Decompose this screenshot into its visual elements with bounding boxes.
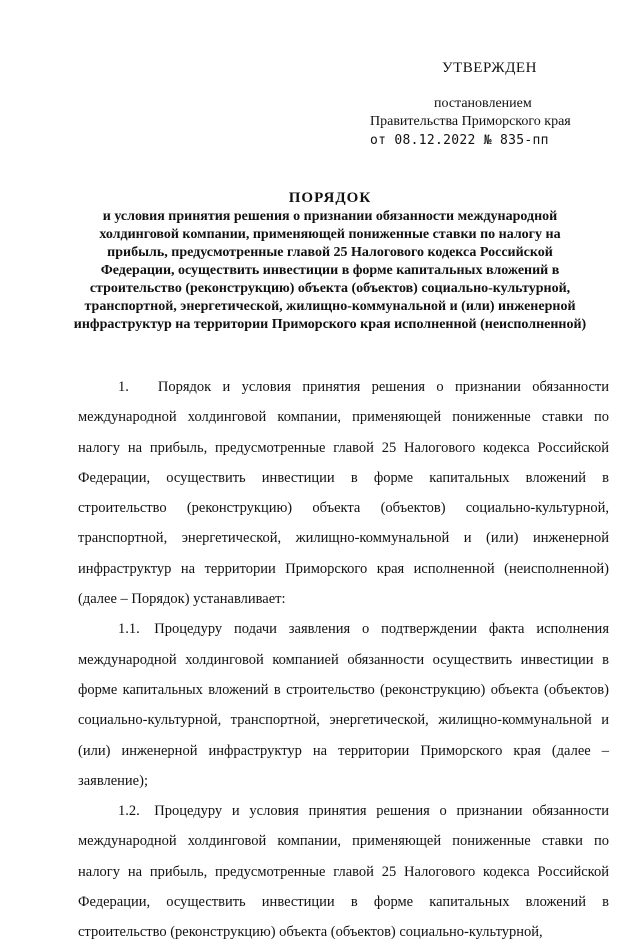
approved-heading: УТВЕРЖДЕН	[442, 60, 537, 76]
paragraph-1-1: 1.1. Процедуру подачи заявления о подтверждении факта исполнения международной холдинговой компанией обязанности осуществить инвестиции в форме капитальных вложений в строительство (реконструкцию) объекта (объектов) социально-культурной, транспортной, энергетической, жилищно-коммунальной и (или) инженерной инфраструктур на территории Приморского края (далее – заявление);	[78, 621, 609, 789]
paragraph-1: 1. Порядок и условия принятия решения о признании обязанности международной холдинговой компании, применяющей пониженные ставки по налогу на прибыль, предусмотренные главой 25 Налогового кодекса Российской Федерации, осуществить инвестиции в форме капитальных вложений в строительство (реконструкцию) объекта (объектов) социально-культурной, транспортной, энергетической, жилищно-коммунальной и (или) инженерной инфраструктур на территории Приморского края исполненной (неисполненной) (далее – Порядок) устанавливает:	[78, 379, 609, 608]
document-title-block	[70, 189, 590, 334]
approval-line-resolution: постановлением	[434, 96, 532, 111]
approval-stamp	[360, 58, 610, 149]
approval-line-government: Правительства Приморского края	[370, 114, 571, 129]
document-subtitle: и условия принятия решения о признании обязанности международной холдинговой компании, применяющей пониженные ставки по налогу на прибыль, предусмотренные главой 25 Налогового кодекса Российской Федерации, осуществить инвестиции в форме капитальных вложений в строительство (реконструкцию) объекта (объектов) социально-культурной, транспортной, энергетической, жилищно-коммунальной и (или) инженерной инфраструктур на территории Приморского края исполненной (неисполненной)	[73, 209, 587, 332]
document-title: ПОРЯДОК	[288, 190, 372, 206]
document-body	[78, 372, 609, 948]
approval-line-date-number: от 08.12.2022 № 835-пп	[370, 133, 549, 148]
paragraph-1-2: 1.2. Процедуру и условия принятия решения о признании обязанности международной холдинговой компании, применяющей пониженные ставки по налогу на прибыль, предусмотренные главой 25 Налогового кодекса Российской Федерации, осуществить инвестиции в форме капитальных вложений в строительство (реконструкцию) объекта (объектов) социально-культурной,	[78, 803, 609, 941]
